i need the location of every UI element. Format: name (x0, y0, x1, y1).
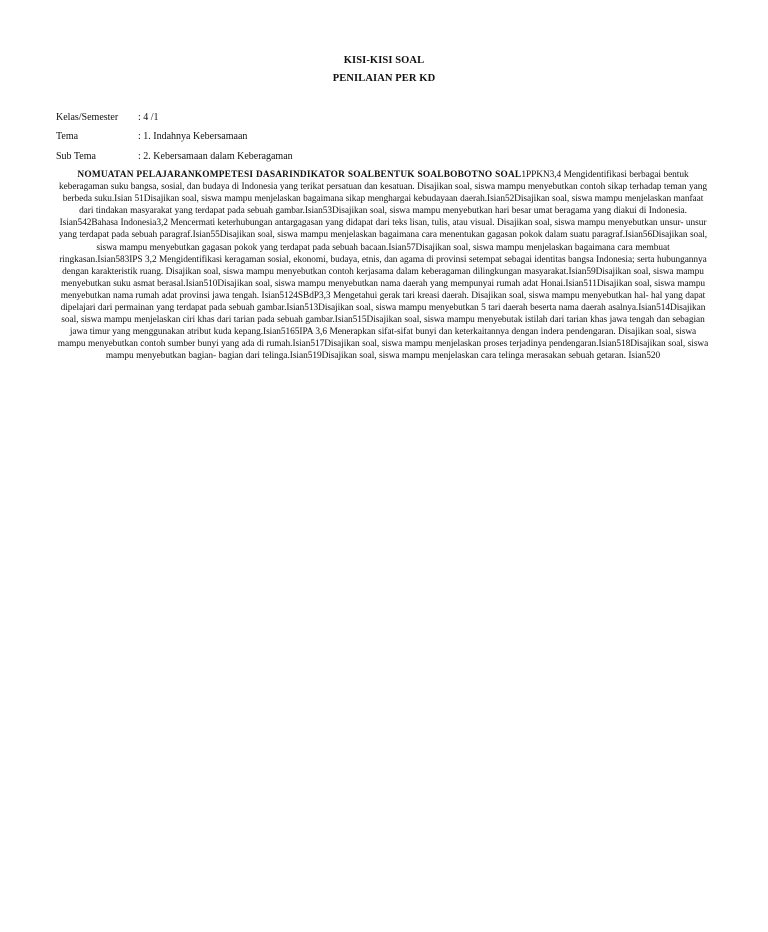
kelas-label: Kelas/Semester (56, 112, 119, 123)
document-subtitle: PENILAIAN PER KD (332, 73, 436, 84)
kisi-kisi-body-text (56, 169, 710, 363)
kelas-value: : 4 /1 (138, 112, 159, 123)
tema-label: Tema (56, 131, 79, 142)
meta-row-kelas (56, 112, 159, 123)
table-content-text: 1PPKN3,4 Mengidentifikasi berbagai bentuk keberagaman suku bangsa, sosial, dan budaya di Indonesia yang terikat persatuan dan kesatuan. Disajikan soal, siswa mampu menyebutkan contoh sikap terhadap teman yang berbeda suku.Isian 51Disajikan soal, siswa mampu menjelaskan bagaimana sikap menghargai kebudayaan daerah.Isian52Disajikan soal, siswa mampu menjelaskan manfaat dari tindakan masyarakat yang terdapat pada sebuah gambar.Isian53Disajikan soal, siswa mampu menyebutkan hari besar umat beragama yang diakui di Indonesia. Isian542Bahasa Indonesia3,2 Mencermati keterhubungan antargagasan yang didapat dari teks lisan, tulis, atau visual. Disajikan soal, siswa mampu menyebutkan unsur- unsur yang terdapat pada sebuah paragraf.Isian55Disajikan soal, siswa mampu menjelaskan bagaimana cara menentukan gagasan pokok dalam suatu paragraf.Isian56Disajikan soal, siswa mampu menyebutkan gagasan pokok yang terdapat pada sebuah bacaan.Isian57Disajikan soal, siswa mampu menjelaskan bagaimana cara membuat ringkasan.Isian583IPS 3,2 Mengidentifikasi keragaman sosial, ekonomi, budaya, etnis, dan agama di provinsi setempat sebagai identitas bangsa Indonesia; serta hubungannya dengan karakteristik ruang. Disajikan soal, siswa mampu menyebutkan contoh kerjasama dalam keberagaman dilingkungan masyarakat.Isian59Disajikan soal, siswa mampu menyebutkan suku asmat berasal.Isian510Disajikan soal, siswa mampu menyebutkan nama daerah yang mempunyai rumah adat Honai.Isian511Disajikan soal, siswa mampu menyebutkan nama rumah adat provinsi jawa tengah. Isian5124SBdP3,3 Mengetahui gerak tari kreasi daerah. Disajikan soal, siswa mampu menyebutkan hal- hal yang dapat dipelajari dari permainan yang terdapat pada sebuah gambar.Isian513Disajikan soal, siswa mampu menyebutkan 5 tari daerah beserta nama daerah asalnya.Isian514Disajikan soal, siswa mampu menjelaskan ciri khas dari tarian pada sebuah gambar.Isian515Disajikan soal, siswa mampu menyebutak istilah dari tarian khas jawa tengah dan sebagian jawa timur yang menggunakan atribut kuda kepang.Isian5165IPA 3,6 Menerapkan sifat-sifat bunyi dan keterkaitannya dengan indera pendengaran. Disajikan soal, siswa mampu menyebutkan contoh sumber bunyi yang ada di rumah.Isian517Disajikan soal, siswa mampu menjelaskan proses terjadinya pendengaran.Isian518Disajikan soal, siswa mampu menyebutkan bagian- bagian dari telinga.Isian519Disajikan soal, siswa mampu menjelaskan cara telinga merasakan sebuah getaran. Isian520 (57, 170, 709, 362)
subtema-label: Sub Tema (56, 151, 96, 162)
meta-row-tema (56, 131, 247, 142)
subtema-value: : 2. Kebersamaan dalam Keberagaman (138, 151, 293, 162)
table-header-text: NOMUATAN PELAJARANKOMPETESI DASARINDIKATOR SOALBENTUK SOALBOBOTNO SOAL (77, 170, 522, 180)
document-title: KISI-KISI SOAL (343, 55, 425, 66)
tema-value: : 1. Indahnya Kebersamaan (138, 131, 248, 142)
meta-row-subtema (56, 151, 293, 162)
